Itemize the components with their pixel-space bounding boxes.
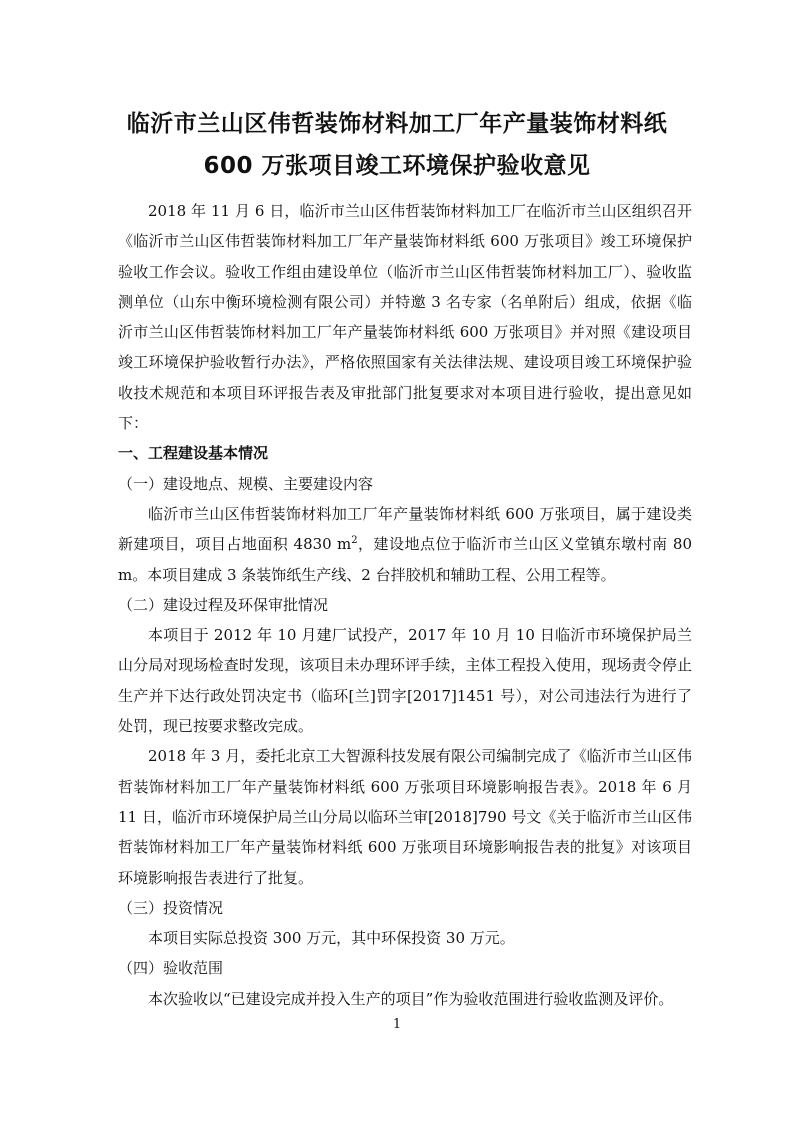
document-title-line-1: 临沂市兰山区伟哲装饰材料加工厂年产量装饰材料纸 [126,111,668,137]
subsection-1-text-b: ，建设地点位于临沂市兰山区义堂镇东墩村南 80 m。本项目建成 3 条装饰纸生产线、2 台拌胶机和辅助工程、公用工程等。 [118,535,692,584]
subsection-1-paragraph [118,499,692,590]
section-1-heading: 一、工程建设基本情况 [118,444,269,463]
subsection-4-heading: （四）验收范围 [118,959,224,978]
document-title-line-2: 600 万张项目竣工环境保护验收意见 [203,153,591,179]
document-body [118,196,692,1014]
subsection-1-heading: （一）建设地点、规模、主要建设内容 [118,474,374,493]
subsection-3-paragraph: 本项目实际总投资 300 万元，其中环保投资 30 万元。 [148,929,515,948]
subsection-2-heading: （二）建设过程及环保审批情况 [118,595,329,614]
subsection-2-paragraph-1: 本项目于 2012 年 10 月建厂试投产，2017 年 10 月 10 日临沂市环境保护局兰山分局对现场检查时发现，该项目未办理环评手续，主体工程投入使用，现场责令停止生产并下达行政处罚决定书（临环[兰]罚字[2017]1451 号），对公司违法行为进行了处罚，现已按要求整改完成。 [118,626,692,736]
area-unit-superscript: 2 [351,535,358,547]
subsection-2-paragraph-2: 2018 年 3 月，委托北京工大智源科技发展有限公司编制完成了《临沂市兰山区伟哲装饰材料加工厂年产量装饰材料纸 600 万张项目环境影响报告表》。2018 年 6 月 11 日，临沂市环境保护局兰山分局以临环兰审[2018]790 号文《关于临沂市兰山区伟哲装饰材料加工厂年产量装饰材料纸 600 万张项目环境影响报告表的批复》对该项目环境影响报告表进行了批复。 [118,747,692,887]
intro-paragraph: 2018 年 11 月 6 日，临沂市兰山区伟哲装饰材料加工厂在临沂市兰山区组织召开《临沂市兰山区伟哲装饰材料加工厂年产量装饰材料纸 600 万张项目》竣工环境保护验收工作会议。验收工作组由建设单位（临沂市兰山区伟哲装饰材料加工厂）、验收监测单位（山东中衡环境检测有限公司）并特邀 3 名专家（名单附后）组成，依据《临沂市兰山区伟哲装饰材料加工厂年产量装饰材料纸 600 万张项目》并对照《建设项目竣工环境保护验收暂行办法》，严格依照国家有关法律法规、建设项目竣工环境保护验收技术规范和本项目环评报告表及审批部门批复要求对本项目进行验收，提出意见如下： [118,202,692,433]
page-number: 1 [392,1017,402,1032]
subsection-4-paragraph: 本次验收以“已建设完成并投入生产的项目”作为验收范围进行验收监测及评价。 [148,989,674,1008]
subsection-3-heading: （三）投资情况 [118,898,224,917]
subsection-1-text-a: 临沂市兰山区伟哲装饰材料加工厂年产量装饰材料纸 600 万张项目，属于建设类新建项目，项目占地面积 4830 m [118,504,692,554]
